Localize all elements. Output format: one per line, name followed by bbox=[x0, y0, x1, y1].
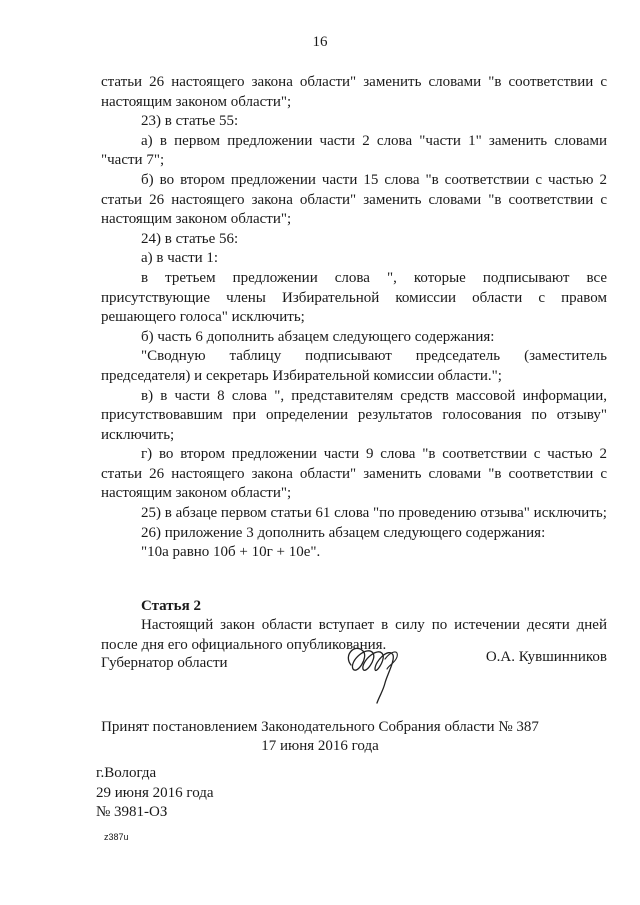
paragraph-11: г) во втором предложении части 9 слова "в соответствии с частью 2 статьи 26 настоящего закона области" заменить словами "в соответствии с настоящим законом области"; bbox=[101, 446, 607, 502]
paragraph-5: 24) в статье 56: bbox=[141, 230, 239, 247]
signatory-position: Губернатор области bbox=[101, 655, 228, 671]
signature-block bbox=[101, 645, 607, 705]
paragraph-13: 26) приложение 3 дополнить абзацем следующего содержания: bbox=[141, 524, 546, 541]
paragraph-1: статьи 26 настоящего закона области" заменить словами "в соответствии с настоящим законом области"; bbox=[101, 74, 607, 110]
page-number: 16 bbox=[312, 34, 328, 50]
paragraph-9: "Сводную таблицу подписывают председатель (заместитель председателя) и секретарь Избирательной комиссии области."; bbox=[101, 348, 607, 384]
paragraph-3: а) в первом предложении части 2 слова "части 1" заменить словами "части 7"; bbox=[101, 132, 607, 169]
city: г.Вологда bbox=[96, 765, 157, 781]
adoption-line-2: 17 июня 2016 года bbox=[261, 738, 379, 754]
adoption-line-1: Принят постановлением Законодательного Собрания области № 387 bbox=[101, 719, 539, 735]
paragraph-7: в третьем предложении слова ", которые подписывают все присутствующие члены Избирательной комиссии области с правом решающего голоса" исключить; bbox=[101, 269, 607, 326]
signatory-name: О.А. Кувшинников bbox=[485, 649, 607, 665]
article-2-text: Настоящий закон области вступает в силу по истечении десяти дней после дня его официального опубликования. bbox=[101, 617, 607, 654]
paragraph-6: а) в части 1: bbox=[141, 250, 219, 267]
law-number: № 3981-ОЗ bbox=[96, 804, 168, 820]
paragraph-4: б) во втором предложении части 15 слова "в соответствии с частью 2 статьи 26 настоящего закона области" заменить словами "в соответствии с настоящим законом области"; bbox=[101, 171, 607, 228]
paragraph-14: "10а равно 10б + 10г + 10е". bbox=[141, 544, 321, 561]
document-code: z387u bbox=[104, 832, 129, 842]
paragraph-10: в) в части 8 слова ", представителям средств массовой информации, присутствовавшим при определении результатов голосования по отзыву" исключить; bbox=[101, 387, 607, 443]
paragraph-2: 23) в статье 55: bbox=[141, 113, 239, 130]
paragraph-8: б) часть 6 дополнить абзацем следующего содержания: bbox=[141, 328, 495, 345]
signing-date: 29 июня 2016 года bbox=[96, 784, 214, 801]
amendments-text bbox=[101, 73, 607, 656]
paragraph-12: 25) в абзаце первом статьи 61 слова "по проведению отзыва" исключить; bbox=[141, 505, 607, 522]
article-2-heading: Статья 2 bbox=[141, 597, 201, 614]
adoption-note bbox=[0, 718, 640, 756]
place-and-date bbox=[96, 764, 214, 823]
handwritten-signature bbox=[341, 635, 411, 705]
